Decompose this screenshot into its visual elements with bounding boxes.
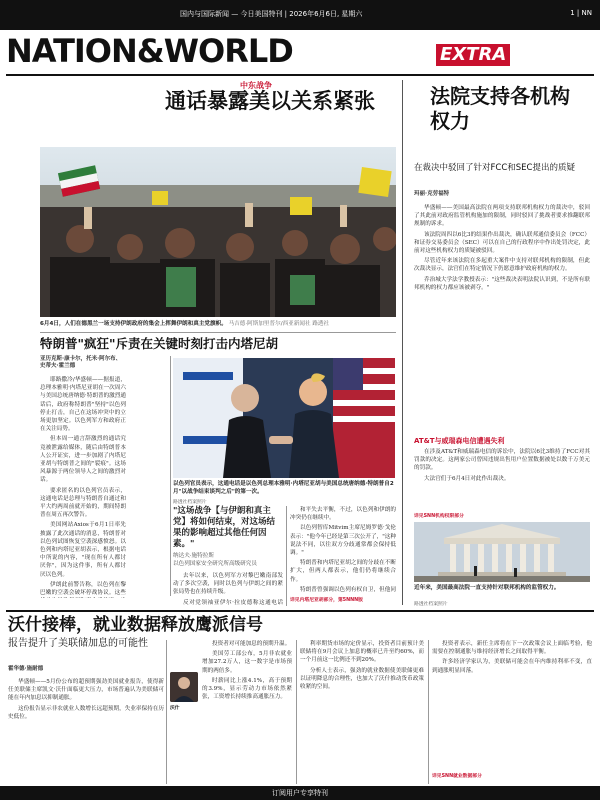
paragraph: 投资者对可能加息的预期升温。 [212, 641, 291, 647]
masthead-title: NATION&WORLD [6, 32, 293, 70]
supreme-court-photo [414, 522, 590, 582]
column-divider [170, 356, 171, 596]
sidebar-photo-credit: 路透社档案照片 [414, 602, 448, 607]
sidebar-byline: 玛丽·克劳福特 [414, 191, 450, 197]
paragraph: 时薪同比上涨4.1%，高于预期的3.9%，显示劳动力市场依然紧张，工资增长持续推高通胀压力。 [202, 677, 292, 701]
paragraph: 伊朗此前警告称，以色列在黎巴嫩的空袭会破坏停战协议。这些 [40, 581, 126, 597]
portrait-illustration [170, 672, 198, 702]
paragraph: 这份报告显示非农就业人数增长远超预期，失业率保持在历史低位。 [8, 705, 164, 720]
inset-photo-credit: 路透社档案照片 [173, 500, 207, 505]
masthead-rule [6, 74, 594, 76]
paragraph: 大法官们于6月4日对此作出裁决。 [424, 475, 510, 482]
lead-body-col3 [290, 506, 396, 592]
lead-continued-link[interactable]: 详见内塔尼亚胡部分，第5NNN版 [290, 598, 363, 603]
paragraph: 美国劳工部公布，5月非农就业增加27.2万人，这一数字是市场预期的两倍多。 [202, 651, 292, 674]
paragraph: 该法院周四以6比3的结果作出裁决，确认联邦通信委员会（FCC）和证券交易委员会（SEC）可以在自己的行政程序中作出处罚决定，此前对这些机构权力的质疑被驳回。 [414, 231, 590, 255]
paragraph: 华盛顿——美国最高法院在两项支持联邦机构权力的裁决中，驳回了其此前对政府监管机构施加的限制，同时驳回了挑战者要求推翻联邦规制的诉求。 [414, 205, 590, 228]
sidebar-body [414, 204, 590, 434]
paragraph: 和平失去平衡，不过，以色列和伊朗的冲突仍在继续中。 [290, 507, 396, 522]
lead-photo-caption [40, 320, 396, 328]
paragraph: 分析人士表示，强劲的就业数据使美联储更难以证明降息的合理性，也加大了沃什推动货币政策收紧的空间。 [300, 667, 424, 691]
paragraph: 以色列智库Mitvim主席尼姆罗德·戈伦表示："他今年已经是第三次公开了，"这种说法不同，以往双方分歧通常都会保持低调。" [290, 525, 396, 557]
inset-photo-caption: 以色列官员表示，这通电话是以色列总理本雅明·内塔尼亚胡与美国总统唐纳德·特朗普自2月"以战争结束谈判之后"的第一次。 [173, 481, 394, 495]
paragraph: 特朗普和内塔尼亚胡之间的分歧在不断扩大，但两人都表示，他们仍将继续合作。 [290, 560, 396, 583]
lead-body-col1 [40, 376, 126, 598]
lead-byline: 亚历克斯·康卡尔，托米·阿尔布、史蒂夫·霍兰德 [40, 356, 122, 369]
column-divider [166, 640, 167, 784]
paragraph: 投资者表示，新任主席将在下一次政策会议上面临考验，他需要在控制通胀与维持经济增长之间取得平衡。 [432, 641, 592, 656]
supreme-court-illustration [414, 522, 590, 582]
paragraph: 美国网站Axios于6月1日率先披露了此次通话的消息，特朗普对以色列试图恢复空袭深感愤怒。以色列和内塔尼亚胡表示，根据电话中所说的内容，"现在所有人都讨厌你"，因为这件事，所有人都讨厌以色列。 [40, 522, 126, 578]
paragraph: 但本周一通言辞激烈的通话究竟被泄露给媒体，随后由特朗普本人公开证实，进一步加剧了内塔尼亚胡与特朗普之间的"裂痕"。这场风暴源于两位领导人之间的激烈对话。 [40, 436, 126, 484]
rally-photo-illustration [40, 147, 396, 317]
lead-headline: 通话暴露美以关系紧张 [165, 89, 375, 113]
sidebar-body-2 [414, 448, 590, 508]
bottom-dek: 报告提升了美联储加息的可能性 [8, 638, 148, 649]
sidebar-subhead: AT&T与威瑞森电信遭遇失利 [414, 437, 505, 445]
bottom-body-col4 [432, 640, 592, 768]
masthead [0, 30, 600, 72]
paragraph: 乔治城大学法学教授表示："这些裁决表明法院认识到，不是所有联邦机构的权力都应该被剥夺。" [414, 276, 590, 291]
column-divider [286, 506, 287, 606]
paragraph: 在涉及AT&T和威瑞森电信的诉讼中，法院以6比3维持了FCC对其罚款的决定。这两家公司曾因违规出售用户位置数据被处以数千万美元的罚款。 [414, 449, 590, 472]
paragraph: 华盛顿——5月份公布的超预期强劲美国就业报告，使得新任美联储主席凯文·沃什面临更大压力，市场普遍认为美联储可能在年内加息以抑制通胀。 [8, 679, 164, 702]
masthead-extra-badge: EXTRA [436, 44, 510, 66]
divider [40, 332, 396, 333]
column-divider [428, 640, 429, 784]
paragraph: 反对党领袖亚伊尔·拉皮德称这通电话 [183, 599, 283, 606]
lead-photo-rally [40, 147, 396, 317]
sidebar-divider [402, 80, 403, 605]
pull-quote: "这场战争【与伊朗和真主党】将如何结束，对这场结果的影响超过其他任何因素。" [173, 506, 276, 549]
avatar-name: 沃什 [170, 706, 180, 711]
sidebar-headline: 法院支持各机构权力 [430, 84, 570, 133]
paragraph: 许多经济学家认为，美联储可能会在年内维持利率不变，直到通胀明显回落。 [432, 659, 592, 674]
inset-photo-handshake [173, 358, 395, 478]
paragraph: 利率期货市场的定价显示，投资者目前预计美联储将在9月会议上加息的概率已升至约60%，而一个月前这一比例还不到20%。 [300, 641, 424, 664]
bottom-continued-link[interactable]: 详见SNN就业数据部分 [432, 774, 482, 779]
lead-kicker: 中东战争 [240, 81, 272, 90]
paragraph: 去年以来，以色列军方对黎巴嫩南部发动了多次空袭，同时以色列与伊朗之间的紧张局势也在持续升级。 [173, 573, 283, 596]
bottom-body-col1 [8, 678, 164, 782]
lead-photo-credit: 马吉德·阿斯加里普尔/西亚新闻社 路透社 [228, 321, 330, 327]
lead-subhead: 特朗普"疯狂"斥责在关键时刻打击内塔尼胡 [40, 336, 279, 351]
warsh-avatar [170, 672, 198, 702]
bottom-headline: 沃什接棒，就业数据释放鹰派信号 [8, 615, 263, 635]
edition-line: 国内与国际新闻 — 今日美国特刊 | 2026年6月6日, 星期六 [180, 10, 363, 18]
sidebar-photo-caption: 近年来，美国最高法院一直支持针对联邦机构的监管权力。 [414, 585, 560, 591]
column-divider [296, 640, 297, 784]
bottom-body-col2 [202, 640, 292, 782]
bottom-byline: 霍华德·施耐德 [8, 666, 44, 672]
bottom-section-rule [6, 610, 594, 612]
sidebar-dek: 在裁决中驳回了针对FCC和SEC提出的质疑 [414, 163, 575, 173]
paragraph: 尽管近年来该法院在多起重大案件中支持对联邦机构的限制，但此次裁决显示，法官们在特定情况下仍愿意维护政府机构的权力。 [414, 258, 590, 273]
handshake-photo-illustration [173, 358, 395, 478]
pull-quote-attribution: 纳达夫·施特拉斯 以色列国家安全研究所高级研究员 [173, 553, 257, 567]
paragraph: 特朗普曾强调以色列有权自卫，但他同 [300, 586, 396, 592]
paragraph: 要求匿名的以色列官员表示，这通电话是总理与特朗普自通过和平大约两周前就开始的，期间特朗普在周五再次警告。 [40, 487, 126, 519]
bottom-body-col3 [300, 640, 424, 782]
paragraph: 耶路撒冷/华盛顿——据报道，总理本雅明·内塔尼亚胡在一次周六与美国总统唐纳德·特朗普的激烈通话后，政府称特朗普"坚持"以色列停止打击，自己在这场冲突中的立场更加坚定。以色列军方和政府正在关注局势。 [40, 377, 126, 433]
footer-label: 订阅用户专享特刊 [272, 789, 328, 797]
top-bar [0, 0, 600, 30]
sidebar-continued-link[interactable]: 详见SNN机构权限部分 [414, 514, 464, 519]
footer-bar [0, 786, 600, 800]
page-code: 1 | NN [570, 9, 592, 17]
lead-photo-caption-text: 6月4日，人们在德黑兰一场支持伊朗政府的集会上挥舞伊朗和真主党旗帜。 [40, 321, 227, 327]
lead-body-col2 [173, 572, 283, 606]
